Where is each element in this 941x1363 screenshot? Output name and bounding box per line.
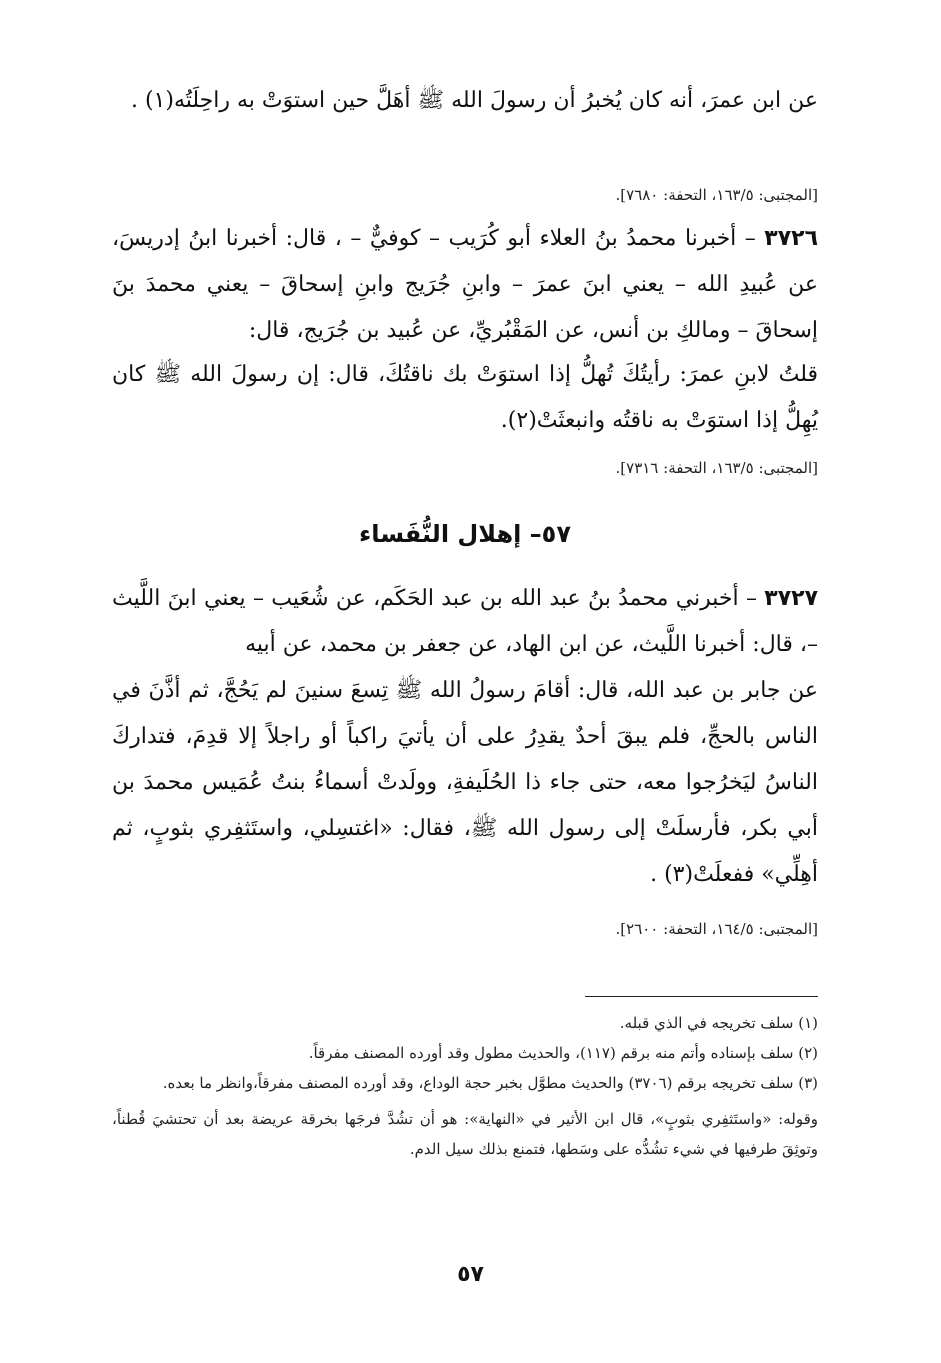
hadith-continuation: عن ابن عمرَ، أنه كان يُخبرُ أن رسولَ الله ﷺ أهَلَّ حين استوَتْ به راحِلَتُه(١) . — [130, 88, 818, 113]
reference-line: [المجتبى: ١٦٣/٥، التحفة: ٧٣١٦]. — [615, 459, 818, 477]
footnote: (٢) سلف بإسناده وأتم منه برقم (١١٧)، والحديث مطول وقد أورده المصنف مفرقاً. — [308, 1044, 818, 1062]
footnote-note: وقوله: «واستَثفِري بثوبٍ»، قال ابن الأثير في «النهاية»: هو أن تشُدَّ فرجَها بخرقة عريضة بعد أن تحتشيَ قُطناً، وتوثِقَ طرفيها في شيء تشُدُّه على وسَطها، فتمنع بذلك سيل الدم. — [112, 1110, 818, 1158]
hadith-3727-isnad — [112, 576, 818, 668]
hadith-chain: – أخبرني محمدُ بنُ عبد الله بن عبد الحَكَم، عن شُعَيب – يعني ابنَ اللَّيث –، قال: أخبرنا اللَّيث، عن ابن الهاد، عن جعفر بن محمد، عن أبيه — [112, 586, 818, 657]
footnote: (١) سلف تخريجه في الذي قبله. — [619, 1014, 818, 1032]
hadith-3726-isnad — [112, 216, 818, 354]
reference-line: [المجتبى: ١٦٣/٥، التحفة: ٧٦٨٠]. — [615, 186, 818, 204]
hadith-3726-matn: قلتُ لابنِ عمرَ: رأيتُكَ تُهلُّ إذا استوَتْ بك ناقتُكَ، قال: إن رسولَ الله ﷺ كان يُهِلُّ إذا استوَتْ به ناقتُه وانبعثَتْ(٢). — [112, 362, 818, 433]
footnotes — [112, 1008, 818, 1164]
footnote: (٣) سلف تخريجه برقم (٣٧٠٦) والحديث مطوَّل بخبر حجة الوداع، وقد أورده المصنف مفرقاً،وانظر ما بعده. — [162, 1074, 818, 1092]
page-number: ٥٧ — [457, 1262, 484, 1287]
reference-line: [المجتبى: ١٦٤/٥، التحفة: ٢٦٠٠]. — [615, 920, 818, 938]
hadith-chain: – أخبرنا محمدُ بنُ العلاء أبو كُرَيب – كوفيٌّ – ، قال: أخبرنا ابنُ إدريسَ، عن عُبيدِ الله – يعني ابنَ عمرَ – وابنِ جُرَيج وابنِ إسحاقَ – يعني محمدَ بنَ إسحاقَ – ومالكِ بن أنس، عن المَقْبُريِّ، عن عُبيد بن جُرَيج، قال: — [112, 226, 818, 343]
footnote-divider — [585, 996, 818, 997]
hadith-number: ٣٧٢٧ — [764, 586, 818, 611]
hadith-number: ٣٧٢٦ — [764, 226, 818, 251]
hadith-3727-matn: عن جابر بن عبد الله، قال: أقامَ رسولُ الله ﷺ تِسعَ سنينَ لم يَحُجَّ، ثم أذَّنَ في الناس بالحجِّ، فلم يبقَ أحدٌ يقدِرُ على أن يأتيَ راكباً أو راجلاً إلا قدِمَ، فتداركَ الناسُ ليَخرُجوا معه، حتى جاء ذا الحُلَيفةِ، وولَدتْ أسماءُ بنتُ عُمَيس محمدَ بن أبي بكر، فأرسلَتْ إلى رسول الله ﷺ، فقال: «اغتسِلي، واستَثفِري بثوبٍ، ثم أهِلِّي» ففعلَتْ(٣) . — [112, 678, 818, 887]
section-heading: ٥٧– إهلال النُّفَساء — [359, 520, 571, 548]
